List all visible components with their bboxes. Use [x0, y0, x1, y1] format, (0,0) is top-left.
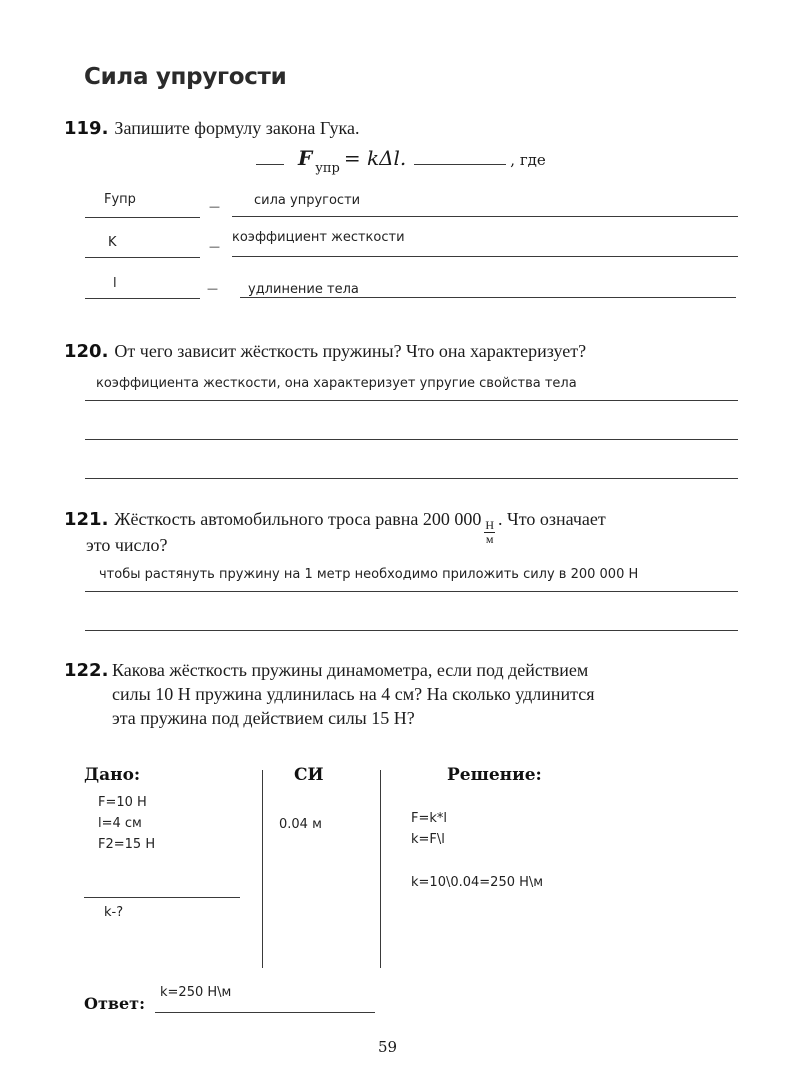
- si-header: СИ: [294, 765, 324, 785]
- page-number: 59: [378, 1038, 398, 1056]
- solution-step: F=k*l: [411, 811, 448, 826]
- question-121-number: 121.: [64, 509, 109, 530]
- answer-line-120-1[interactable]: [85, 400, 738, 401]
- formula-suffix: , где: [510, 151, 546, 169]
- solution-header: Решение:: [447, 765, 542, 785]
- question-119: [64, 118, 360, 139]
- answer-line-122[interactable]: [155, 1012, 375, 1013]
- given-item: F=10 Н: [98, 795, 147, 810]
- meaning-row-3: удлинение тела: [248, 282, 359, 297]
- answer-label: Ответ:: [84, 994, 145, 1013]
- answer-line-121-1[interactable]: [85, 591, 738, 592]
- symbol-row-1: Fупр: [104, 192, 136, 207]
- find-item: k-?: [104, 905, 124, 920]
- given-item: F2=15 Н: [98, 837, 156, 852]
- table-divider-1: [262, 770, 263, 968]
- question-119-number: 119.: [64, 118, 109, 139]
- answer-line-meaning-3[interactable]: [240, 297, 736, 298]
- question-121-answer: чтобы растянуть пружину на 1 метр необходимо приложить силу в 200 000 Н: [99, 567, 639, 582]
- question-122-number: 122.: [64, 660, 109, 681]
- question-122-text: [112, 658, 594, 730]
- unit-fraction: [484, 519, 495, 546]
- hooke-formula: [256, 146, 546, 176]
- formula-rhs: = kΔl.: [343, 146, 407, 170]
- si-item: 0.04 м: [279, 817, 322, 832]
- unit-denominator: м: [485, 532, 494, 546]
- question-120: [64, 341, 586, 362]
- solution-step: k=F\l: [411, 832, 445, 847]
- answer-line-120-2[interactable]: [85, 439, 738, 440]
- question-122-line-1: Какова жёсткость пружины динамометра, если под действием: [112, 660, 589, 680]
- answer-line-meaning-1[interactable]: [232, 216, 738, 217]
- answer-line-121-2[interactable]: [85, 630, 738, 631]
- formula-force: F: [298, 146, 313, 170]
- formula-blank-right[interactable]: [414, 163, 506, 165]
- dash-row-3: —: [207, 282, 218, 295]
- answer-line-120-3[interactable]: [85, 478, 738, 479]
- given-find-divider: [84, 897, 240, 898]
- answer-line-symbol-3[interactable]: [85, 298, 200, 299]
- dash-row-1: —: [209, 200, 220, 213]
- dash-row-2: —: [209, 240, 220, 253]
- solution-step: k=10\0.04=250 Н\м: [411, 875, 544, 890]
- question-120-number: 120.: [64, 341, 109, 362]
- unit-numerator: Н: [485, 518, 495, 532]
- answer-line-meaning-2[interactable]: [232, 256, 738, 257]
- given-item: l=4 см: [98, 816, 142, 831]
- table-divider-2: [380, 770, 381, 968]
- answer-value: k=250 Н\м: [160, 985, 232, 1000]
- question-119-text: Запишите формулу закона Гука.: [114, 118, 360, 138]
- answer-line-symbol-2[interactable]: [85, 257, 200, 258]
- formula-subscript: упр: [315, 161, 340, 176]
- symbol-row-3: l: [113, 276, 117, 291]
- formula-blank-left[interactable]: [256, 163, 284, 165]
- question-122-line-2: силы 10 Н пружина удлинилась на 4 см? На сколько удлинится: [112, 684, 595, 704]
- given-header: Дано:: [84, 765, 141, 785]
- question-122-line-3: эта пружина под действием силы 15 Н?: [112, 708, 415, 728]
- question-121-text-line2: это число?: [86, 535, 168, 555]
- symbol-row-2: K: [108, 235, 117, 250]
- question-121-text-before: Жёсткость автомобильного троса равна 200 000: [114, 509, 482, 529]
- meaning-row-2: коэффициент жесткости: [232, 230, 405, 245]
- question-120-answer: коэффициента жесткости, она характеризует упругие свойства тела: [96, 376, 577, 391]
- question-121-text-after: . Что означает: [498, 509, 606, 529]
- meaning-row-1: сила упругости: [254, 193, 361, 208]
- section-title: Сила упругости: [84, 64, 287, 90]
- question-120-text: От чего зависит жёсткость пружины? Что она характеризует?: [114, 341, 587, 361]
- answer-line-symbol-1[interactable]: [85, 217, 200, 218]
